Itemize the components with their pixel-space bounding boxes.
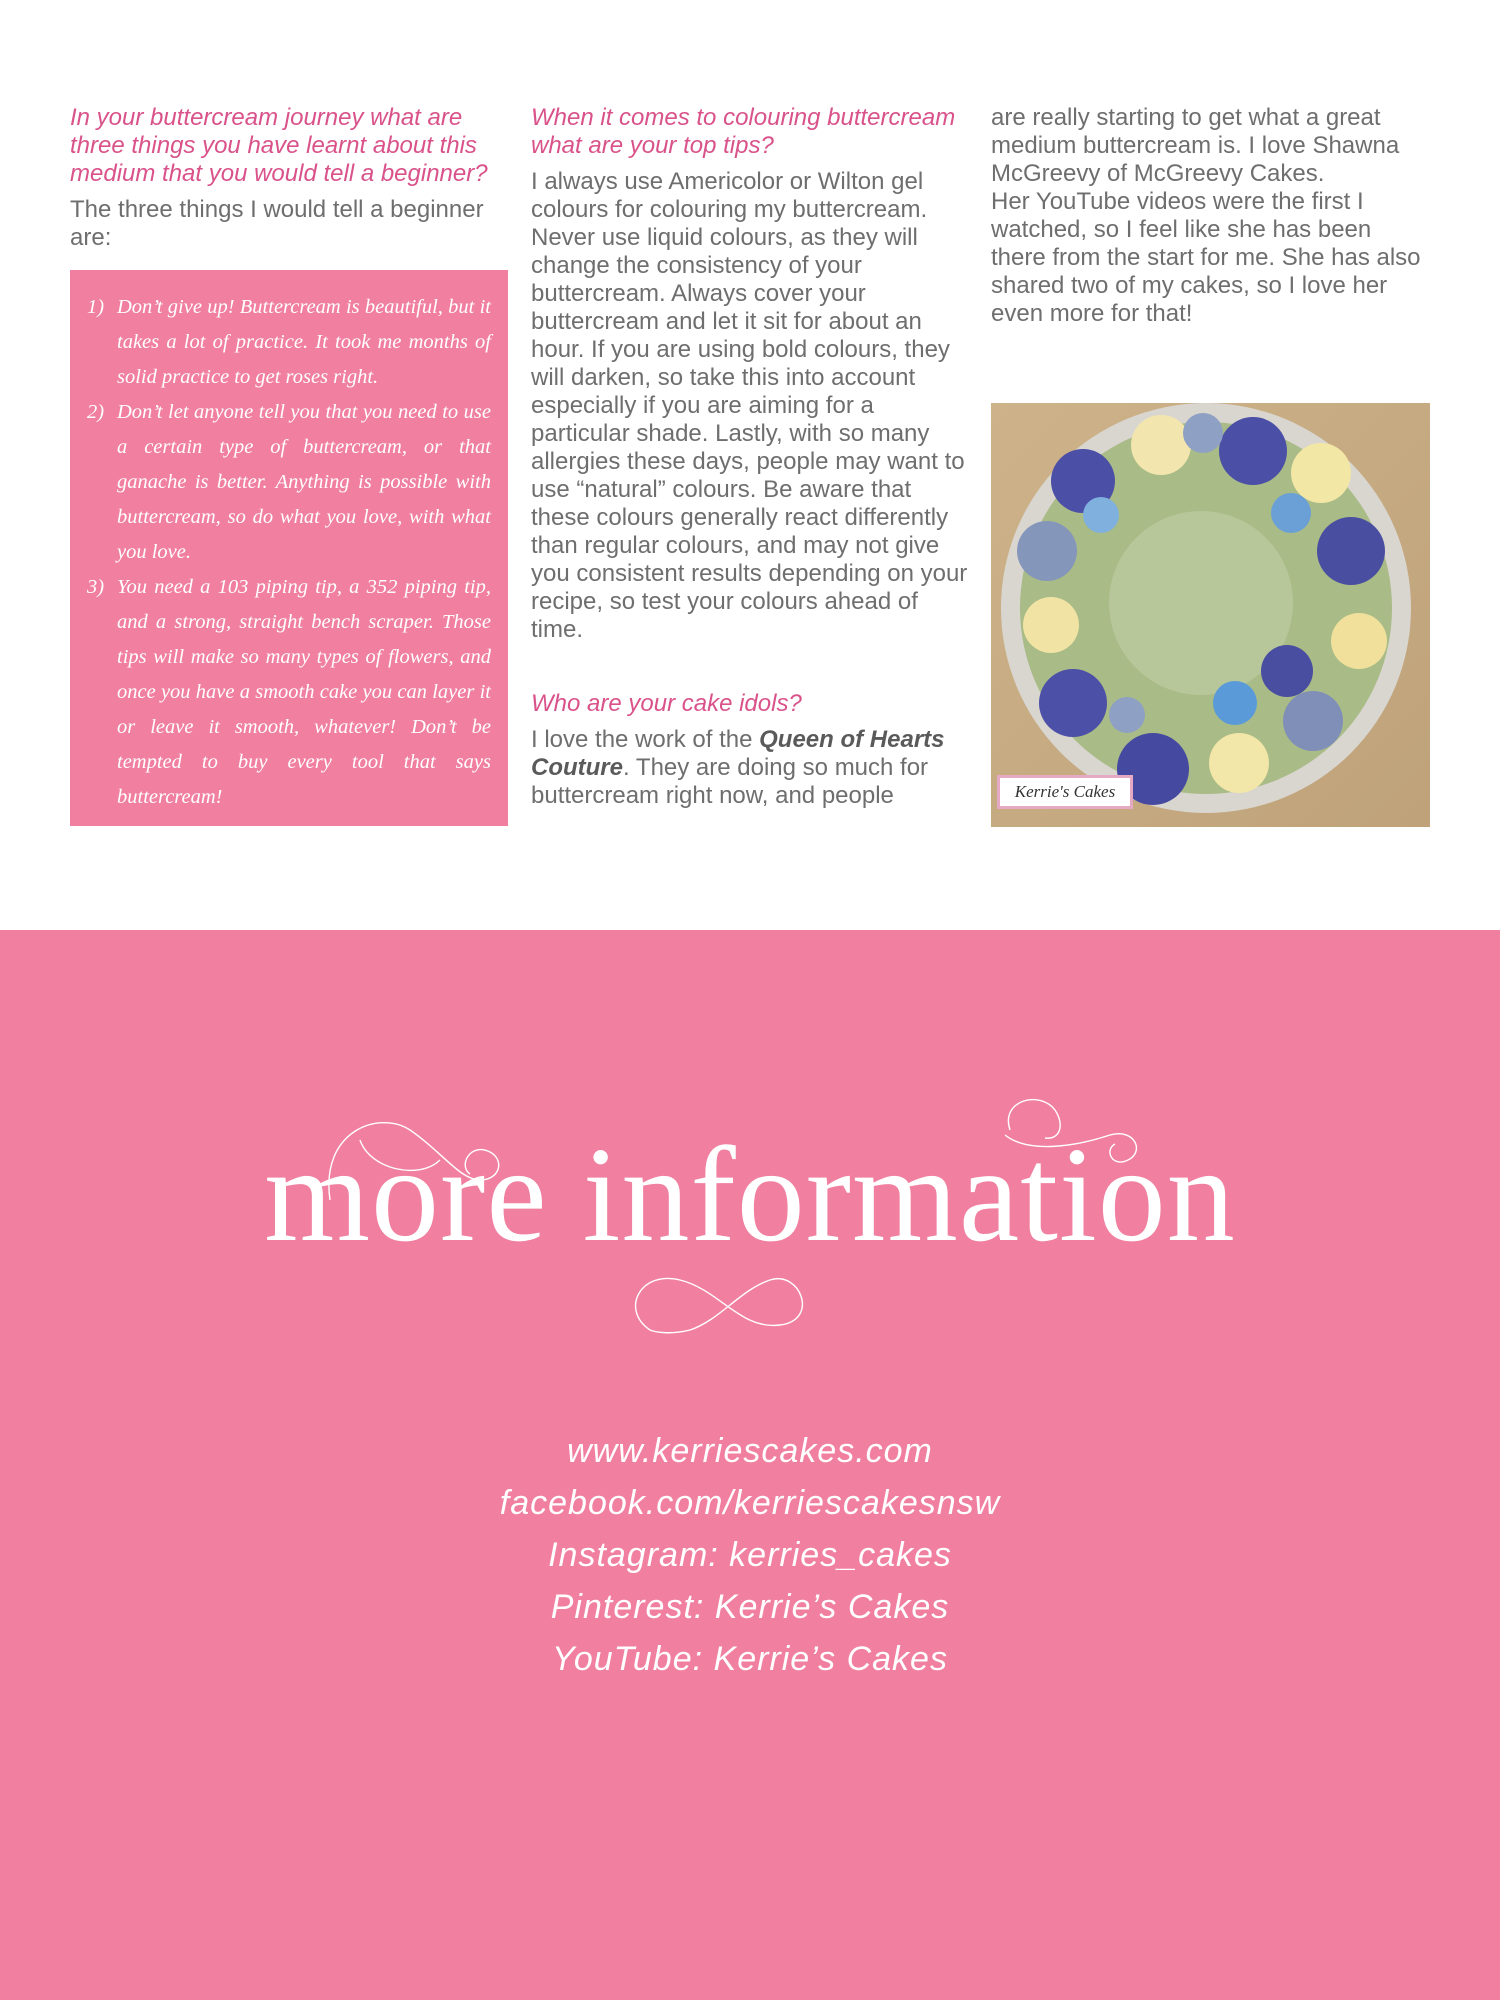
question-beginner-tips: In your buttercream journey what are three things you have learnt about this medium that you would tell a beginner? <box>70 104 488 187</box>
pinterest-link[interactable]: Pinterest: Kerrie’s Cakes <box>550 1588 950 1626</box>
answer-colouring: I always use Americolor or Wilton gel colours for colouring my buttercream. Never use liquid colours, as they will change the consistency of your buttercream. Always cover your buttercream and let it sit for about an hour. If you are using bold colours, they will darken, so take this into account especially if you are aiming for a particular shade. Lastly, with so many allergies these days, people may want to use “natural” colours. Be aware that these colours generally react differently than regular colours, and may not give you consistent results depending on your recipe, so test your colours ahead of time. <box>531 168 968 643</box>
answer-continued: are really starting to get what a great medium buttercream is. I love Shawna McGreevy of McGreevy Cakes. <box>991 104 1400 187</box>
answer-idols-pre: I love the work of the <box>531 726 760 753</box>
question-colouring: When it comes to colouring buttercream what are your top tips? <box>531 104 956 159</box>
tip-text: You need a 103 piping tip, a 352 piping tip, and a strong, straight bench scraper. Those tips will make so many types of flowers, and once you have a smooth cake you can layer it or leave it smooth, whatever! Don’t be tempted to buy every tool that says buttercream! <box>117 576 491 808</box>
queen-of-hearts-name: Queen of Hearts Couture <box>531 726 945 781</box>
website-link[interactable]: www.kerriescakes.com <box>567 1432 933 1470</box>
column-3 <box>991 104 1431 328</box>
intro-text: The three things I would tell a beginner are: <box>70 196 484 251</box>
answer-continued-2: Her YouTube videos were the first I watched, so I feel like she has been there from the start for me. She has also shared two of my cakes, so I love her even more for that! <box>991 188 1421 327</box>
tip-text: Don’t give up! Buttercream is beautiful, but it takes a lot of practice. It took me months of solid practice to get roses right. <box>117 296 491 388</box>
question-cake-idols: Who are your cake idols? <box>531 690 802 717</box>
more-information-title: more information <box>264 1120 1236 1270</box>
tip-number: 2) <box>87 401 105 423</box>
facebook-link[interactable]: facebook.com/kerriescakesnsw <box>499 1484 1001 1522</box>
instagram-link[interactable]: Instagram: kerries_cakes <box>548 1536 952 1574</box>
tips-list <box>87 290 491 815</box>
tip-item <box>87 395 491 570</box>
rose-wreath-cake-image <box>991 403 1430 827</box>
kerries-cakes-logo: Kerrie's Cakes <box>997 775 1133 809</box>
column-1 <box>70 104 510 252</box>
tip-item <box>87 570 491 815</box>
article-page <box>0 0 1500 930</box>
column-2 <box>531 104 971 810</box>
tip-number: 3) <box>87 576 105 598</box>
tip-number: 1) <box>87 296 105 318</box>
tips-box <box>70 270 508 826</box>
answer-cake-idols <box>531 726 971 810</box>
answer-idols-post: . They are doing so much for buttercream right now, and people <box>531 754 929 809</box>
contact-links <box>0 1425 1500 1685</box>
more-information-panel <box>0 930 1500 2000</box>
tip-text: Don’t let anyone tell you that you need to use a certain type of buttercream, or that ganache is better. Anything is possible with buttercream, so do what you love, with what you love. <box>117 401 491 563</box>
cake-photo <box>991 403 1430 827</box>
tip-item <box>87 290 491 395</box>
youtube-link[interactable]: YouTube: Kerrie’s Cakes <box>552 1640 948 1678</box>
